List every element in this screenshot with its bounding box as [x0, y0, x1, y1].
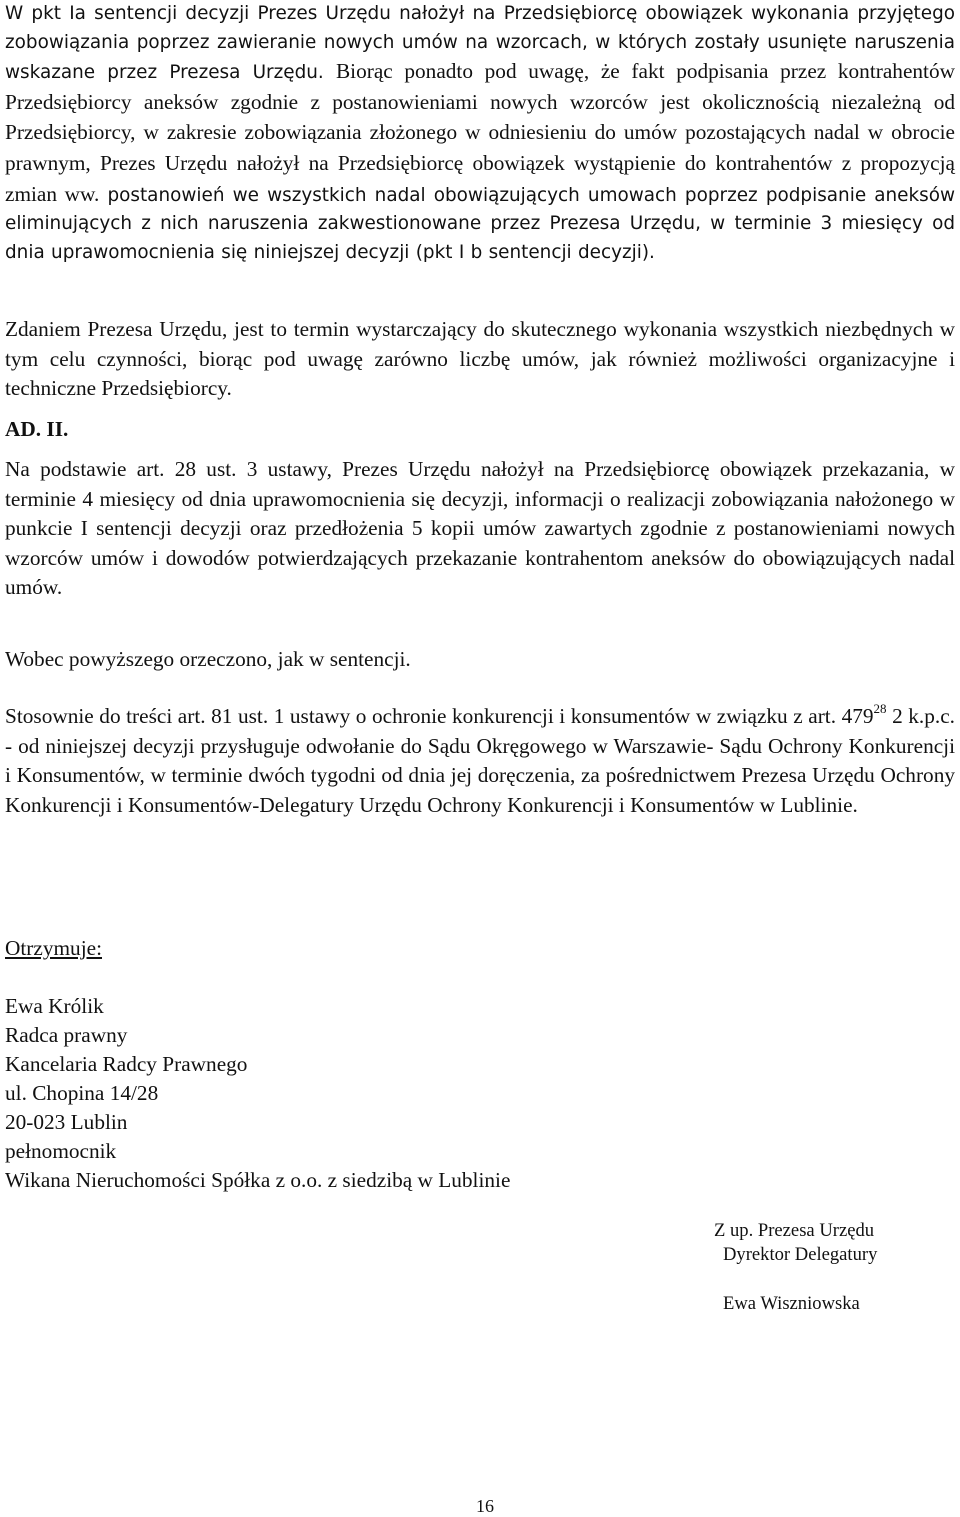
- recipient-address: [5, 992, 510, 1195]
- recipient-label: [5, 934, 102, 963]
- intro-text: [5, 0, 955, 267]
- signature-line-1: Z up. Prezesa Urzędu: [714, 1220, 875, 1241]
- recipient-line: Wikana Nieruchomości Spółka z o.o. z siedzibą w Lublinie: [5, 1168, 511, 1192]
- section-heading-ad2: [5, 415, 955, 445]
- recipient-line: Radca prawny: [5, 1023, 128, 1047]
- recipient-label-text: Otrzymuje:: [5, 936, 102, 960]
- appeal-part-b: 2 k.p.c. - od niniejszej decyzji przysługuje odwołanie do Sądu Okręgowego w Warszawie- Sądu Ochrony Konkurencji i Konsumentów, w terminie dwóch tygodni od dnia jej doręczenia, za pośrednictwem Prezesa Urzędu Ochrony Konkurencji i Konsumentów-Delegatury Urzędu Ochrony Konkurencji i Konsumentów w Lublinie.: [5, 704, 955, 817]
- zdaniem-paragraph: [5, 315, 955, 404]
- appeal-text: [5, 702, 955, 820]
- page-number: 16: [476, 1496, 494, 1516]
- intro-paragraph: [5, 0, 955, 267]
- signature-name: Ewa Wiszniowska: [723, 1293, 860, 1314]
- intro-part-c: postanowień we wszystkich nadal obowiązujących umowach poprzez podpisanie aneksów eliminujących z nich naruszenia zakwestionowane przez Prezesa Urzędu, w terminie 3 miesięcy od dnia uprawomocnienia się niniejszej decyzji (pkt I b sentencji decyzji).: [5, 184, 956, 263]
- ad2-text: Na podstawie art. 28 ust. 3 ustawy, Prezes Urzędu nałożył na Przedsiębiorcę obowiązek przekazania, w terminie 4 miesięcy od dnia uprawomocnienia się decyzji, informacji o realizacji zobowiązania nałożonego w punkcie I sentencji decyzji oraz przedłożenia 5 kopii umów zawartych zgodnie z postanowieniami nowych wzorców umów i dowodów potwierdzających przekazanie kontrahentom aneksów do obowiązujących nadal umów.: [5, 457, 955, 600]
- heading-ad2-text: AD. II.: [5, 417, 69, 441]
- appeal-part-a: Stosownie do treści art. 81 ust. 1 ustawy o ochronie konkurencji i konsumentów w związku z art. 479: [5, 704, 874, 728]
- recipient-line: 20-023 Lublin: [5, 1110, 128, 1134]
- appeal-paragraph: [5, 702, 955, 820]
- recipient-line: ul. Chopina 14/28: [5, 1081, 159, 1105]
- appeal-superscript: 28: [873, 700, 887, 716]
- signature-line-2: Dyrektor Delegatury: [723, 1244, 878, 1265]
- zdaniem-text: Zdaniem Prezesa Urzędu, jest to termin wystarczający do skutecznego wykonania wszystkich niezbędnych w tym celu czynności, biorąc pod uwagę zarówno liczbę umów, jak również możliwości organizacyjne i techniczne Przedsiębiorcy.: [5, 317, 955, 401]
- intro-part-a: W pkt Ia sentencji decyzji Prezes Urzędu nałożył na Przedsiębiorcę obowiązek wykonania przyjętego zobowiązania poprzez zawieranie nowych umów na wzorcach, w których zostały usunięte naruszenia wskazane przez Prezesa Urzędu.: [5, 3, 955, 84]
- recipient-line: pełnomocnik: [5, 1139, 117, 1163]
- wobec-paragraph: [5, 645, 955, 675]
- recipient-line: Kancelaria Radcy Prawnego: [5, 1052, 248, 1076]
- document-page: [5, 0, 956, 1516]
- recipient-line: Ewa Królik: [5, 994, 104, 1018]
- wobec-text: Wobec powyższego orzeczono, jak w sentencji.: [5, 647, 411, 671]
- ad2-paragraph: [5, 455, 955, 603]
- intro-part-b: Biorąc ponadto pod uwagę, że fakt podpisania przez kontrahentów Przedsiębiorcy aneksów zgodnie z postanowieniami nowych wzorców jest okolicznością niezależną od Przedsiębiorcy, w zakresie zobowiązania złożonego w odniesieniu do umów pozostających nadal w obrocie prawnym, Prezes Urzędu nałożył na Przedsiębiorcę obowiązek wystąpienie do kontrahentów z propozycją zmian ww.: [5, 59, 955, 206]
